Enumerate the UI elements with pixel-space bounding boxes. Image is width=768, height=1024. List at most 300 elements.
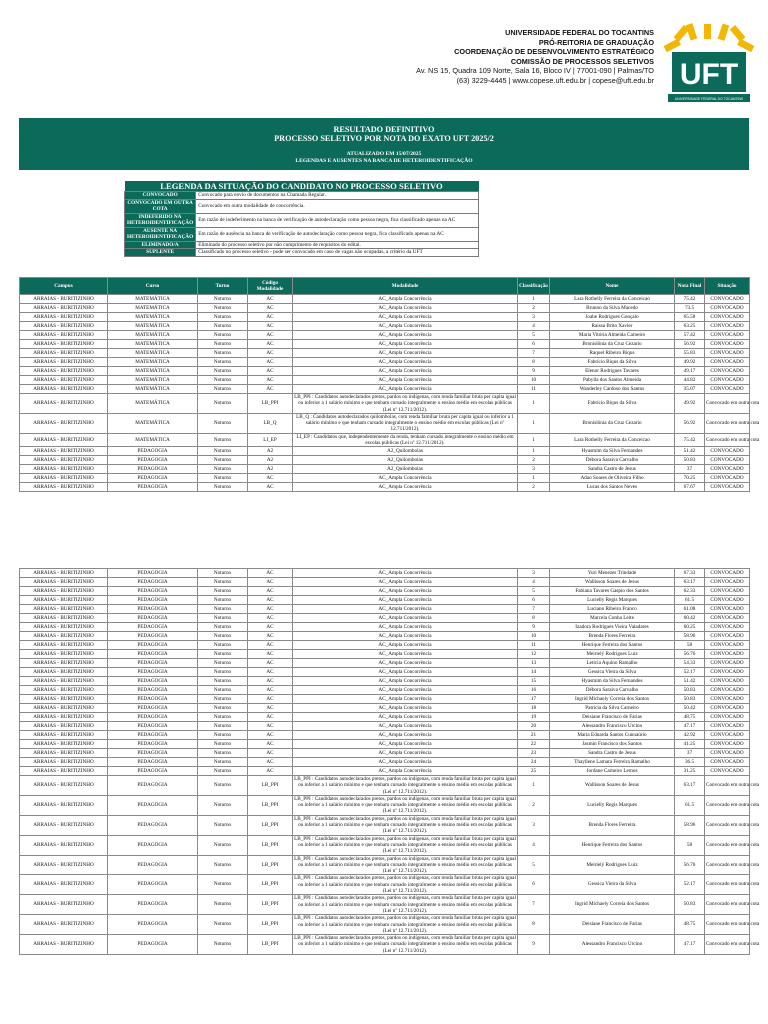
cell-codigo: AC bbox=[248, 713, 293, 722]
cell-modalidade: A2_Quilombolas bbox=[293, 465, 518, 474]
cell-turno: Noturno bbox=[198, 632, 248, 641]
cell-modalidade: AC_Ampla Concorrência bbox=[293, 349, 518, 358]
cell-situacao: CONVOCADO bbox=[705, 340, 750, 349]
cell-codigo: AC bbox=[248, 376, 293, 385]
cell-nome: Elenor Rodrigues Tavares bbox=[550, 367, 675, 376]
cell-nota: 56.92 bbox=[675, 413, 705, 433]
cell-situacao: CONVOCADO bbox=[705, 767, 750, 776]
cell-nome: Yuri Menezes Trindade bbox=[550, 569, 675, 578]
cell-codigo: LB_PPI bbox=[248, 915, 293, 935]
cell-codigo: LB_PPI bbox=[248, 776, 293, 796]
cell-codigo: AC bbox=[248, 614, 293, 623]
cell-codigo: LB_PPI bbox=[248, 394, 293, 414]
cell-campus: ARRAIAS - BURITIZINHO bbox=[20, 875, 108, 895]
cell-modalidade: AC_Ampla Concorrência bbox=[293, 569, 518, 578]
cell-codigo: AC bbox=[248, 474, 293, 483]
cell-nota: 75.42 bbox=[675, 433, 705, 447]
cell-nome: Hyasmim da Silva Fernandes bbox=[550, 447, 675, 456]
cell-situacao: CONVOCADO bbox=[705, 659, 750, 668]
cell-curso: PEDAGOGIA bbox=[108, 855, 198, 875]
cell-campus: ARRAIAS - BURITIZINHO bbox=[20, 465, 108, 474]
cell-modalidade: AC_Ampla Concorrência bbox=[293, 659, 518, 668]
cell-curso: PEDAGOGIA bbox=[108, 767, 198, 776]
cell-curso: MATEMÁTICA bbox=[108, 349, 198, 358]
cell-situacao: Convocado em outra cota bbox=[705, 835, 750, 855]
cell-nota: 63.25 bbox=[675, 322, 705, 331]
cell-turno: Noturno bbox=[198, 456, 248, 465]
cell-modalidade: AC_Ampla Concorrência bbox=[293, 623, 518, 632]
cell-classificacao: 1 bbox=[518, 413, 550, 433]
cell-curso: MATEMÁTICA bbox=[108, 331, 198, 340]
cell-modalidade: AC_Ampla Concorrência bbox=[293, 313, 518, 322]
cell-curso: PEDAGOGIA bbox=[108, 677, 198, 686]
cell-campus: ARRAIAS - BURITIZINHO bbox=[20, 767, 108, 776]
cell-turno: Noturno bbox=[198, 749, 248, 758]
cell-classificacao: 1 bbox=[518, 433, 550, 447]
cell-campus: ARRAIAS - BURITIZINHO bbox=[20, 650, 108, 659]
cell-modalidade: LB_PPI : Candidatos autodeclarados pretos, pardos ou indígenas, com renda familiar bruta per capita igual ou inferior a 1 salário mínimo e que tenham cursado integralmente o ensino médio em escolas públicas (Lei nº 12.711/2012). bbox=[294, 895, 516, 914]
cell-modalidade: LB_Q : Candidatos autodeclarados quilombolas, com renda familiar bruta per capita igual ou inferior a 1 salário mínimo e que tenham cursado integralmente o ensino médio em escolas públicas (Lei nº 12.711/2012). bbox=[293, 413, 518, 433]
cell-classificacao: 9 bbox=[518, 623, 550, 632]
cell-nota: 58.96 bbox=[675, 632, 705, 641]
cell-turno: Noturno bbox=[198, 758, 248, 767]
cell-nota: 48.75 bbox=[675, 915, 705, 935]
cell-nome: Maria Eduarda Santos Cunnaúrio bbox=[550, 731, 675, 740]
table-row bbox=[20, 668, 750, 677]
table-row bbox=[20, 367, 750, 376]
cell-codigo: AC bbox=[248, 367, 293, 376]
cell-situacao: Convocado em outra cota bbox=[705, 776, 750, 796]
cell-campus: ARRAIAS - BURITIZINHO bbox=[20, 815, 108, 835]
table-row bbox=[20, 304, 750, 313]
cell-codigo: AC bbox=[248, 749, 293, 758]
cell-campus: ARRAIAS - BURITIZINHO bbox=[20, 569, 108, 578]
cell-modalidade: AC_Ampla Concorrência bbox=[293, 722, 518, 731]
cell-turno: Noturno bbox=[198, 465, 248, 474]
page-header bbox=[0, 0, 768, 112]
contact-line: (63) 3229-4445 | www.copese.uft.edu.br | copese@uft.edu.br bbox=[456, 75, 654, 85]
cell-campus: ARRAIAS - BURITIZINHO bbox=[20, 322, 108, 331]
cell-campus: ARRAIAS - BURITIZINHO bbox=[20, 367, 108, 376]
cell-curso: MATEMÁTICA bbox=[108, 340, 198, 349]
cell-nota: 61.5 bbox=[675, 596, 705, 605]
cell-nota: 49.92 bbox=[675, 358, 705, 367]
cell-campus: ARRAIAS - BURITIZINHO bbox=[20, 713, 108, 722]
cell-turno: Noturno bbox=[198, 447, 248, 456]
cell-nota: 58 bbox=[675, 641, 705, 650]
table-row bbox=[20, 650, 750, 659]
cell-campus: ARRAIAS - BURITIZINHO bbox=[20, 776, 108, 796]
table-row bbox=[20, 569, 750, 578]
legend-item bbox=[125, 213, 479, 227]
cell-campus: ARRAIAS - BURITIZINHO bbox=[20, 456, 108, 465]
cell-nome: Sandra Castro de Jesus bbox=[550, 465, 675, 474]
cell-nome: Hyasmim da Silva Fernandes bbox=[550, 677, 675, 686]
cell-nome: Luciano Ribeiro Franco bbox=[550, 605, 675, 614]
cell-nota: 55.83 bbox=[675, 349, 705, 358]
legend-description: Convocado para envio de documentos na Chamada Regular. bbox=[196, 192, 479, 200]
table-row bbox=[20, 935, 750, 955]
legend-description: Eliminado do processo seletivo por não cumprimento de requisitos do edital. bbox=[196, 241, 479, 249]
cell-campus: ARRAIAS - BURITIZINHO bbox=[20, 695, 108, 704]
cell-nome: Fabrício Biqus da Silva bbox=[550, 358, 675, 367]
cell-classificacao: 4 bbox=[518, 322, 550, 331]
cell-nota: 51.42 bbox=[675, 677, 705, 686]
table-row bbox=[20, 835, 750, 855]
legend-key: CONVOCADO EM OUTRA COTA bbox=[125, 199, 196, 213]
table-row bbox=[20, 322, 750, 331]
table-row bbox=[20, 641, 750, 650]
cell-nome: Henrique Ferreira dos Santos bbox=[550, 641, 675, 650]
cell-curso: PEDAGOGIA bbox=[108, 795, 198, 815]
cell-modalidade: AC_Ampla Concorrência bbox=[293, 385, 518, 394]
cell-classificacao: 11 bbox=[518, 641, 550, 650]
uft-logo-icon bbox=[664, 24, 754, 106]
table-row bbox=[20, 385, 750, 394]
cell-campus: ARRAIAS - BURITIZINHO bbox=[20, 704, 108, 713]
cell-nota: 49.17 bbox=[675, 367, 705, 376]
cell-situacao: CONVOCADO bbox=[705, 385, 750, 394]
cell-nota: 60.25 bbox=[675, 623, 705, 632]
cell-nome: Ingrid Michaely Correia dos Santos bbox=[550, 695, 675, 704]
cell-situacao: CONVOCADO bbox=[705, 668, 750, 677]
results-table-2 bbox=[19, 568, 760, 955]
title-banner bbox=[19, 118, 749, 170]
cell-campus: ARRAIAS - BURITIZINHO bbox=[20, 331, 108, 340]
cell-nome: Deisiane Francisco de Farias bbox=[550, 713, 675, 722]
cell-codigo: AC bbox=[248, 686, 293, 695]
legend-body bbox=[125, 192, 479, 257]
cell-curso: MATEMÁTICA bbox=[108, 385, 198, 394]
cell-nome: Jasmin Francisco dos Santos bbox=[550, 740, 675, 749]
legend-description: Classificado no processo seletivo - pode ser convocado em caso de vagas não ocupadas, a critério da UFT bbox=[196, 249, 479, 257]
cell-codigo: AC bbox=[248, 650, 293, 659]
cell-nome: Izadora Rodrigues Vieira Valadares bbox=[550, 623, 675, 632]
cell-modalidade: AC_Ampla Concorrência bbox=[293, 474, 518, 483]
table-row bbox=[20, 376, 750, 385]
cell-codigo: LB_PPI bbox=[248, 795, 293, 815]
cell-codigo: AC bbox=[248, 767, 293, 776]
cell-situacao: CONVOCADO bbox=[705, 295, 750, 304]
cell-classificacao: 4 bbox=[518, 835, 550, 855]
cell-nota: 50.42 bbox=[675, 704, 705, 713]
cell-nota: 35.07 bbox=[675, 385, 705, 394]
cell-curso: PEDAGOGIA bbox=[108, 704, 198, 713]
cell-nota: 41.25 bbox=[675, 740, 705, 749]
cell-campus: ARRAIAS - BURITIZINHO bbox=[20, 596, 108, 605]
cell-modalidade: AC_Ampla Concorrência bbox=[293, 650, 518, 659]
cell-modalidade: LI_EP : Candidatos que, independentemente da renda, tenham cursado integralmente o ensino médio em escolas públicas (Lei nº 12.711/2012). bbox=[293, 433, 518, 447]
cell-campus: ARRAIAS - BURITIZINHO bbox=[20, 483, 108, 492]
cell-curso: MATEMÁTICA bbox=[108, 367, 198, 376]
cell-nome: Ingrid Michaely Correia dos Santos bbox=[550, 895, 675, 915]
cell-classificacao: 8 bbox=[518, 358, 550, 367]
cell-classificacao: 15 bbox=[518, 677, 550, 686]
cell-codigo: AC bbox=[248, 605, 293, 614]
cell-modalidade: LB_PPI : Candidatos autodeclarados pretos, pardos ou indígenas, com renda familiar bruta per capita igual ou inferior a 1 salário mínimo e que tenham cursado integralmente o ensino médio em escolas públicas (Lei nº 12.711/2012). bbox=[294, 875, 516, 895]
cell-nome: Alessandro Francisco Urcino bbox=[550, 935, 675, 955]
cell-situacao: CONVOCADO bbox=[705, 632, 750, 641]
cell-curso: PEDAGOGIA bbox=[108, 632, 198, 641]
table-row bbox=[20, 795, 750, 815]
situation-legend bbox=[124, 181, 479, 257]
table-row bbox=[20, 447, 750, 456]
cell-turno: Noturno bbox=[198, 385, 248, 394]
cell-turno: Noturno bbox=[198, 394, 248, 414]
cell-codigo: A2 bbox=[248, 456, 293, 465]
cell-campus: ARRAIAS - BURITIZINHO bbox=[20, 895, 108, 915]
cell-turno: Noturno bbox=[198, 659, 248, 668]
cell-turno: Noturno bbox=[198, 704, 248, 713]
cell-nota: 36.5 bbox=[675, 758, 705, 767]
cell-nota: 65.58 bbox=[675, 313, 705, 322]
legend-description: Em razão de ausência na banca de verificação de autodeclaração como pessoa negra, fica classificado apenas na AC bbox=[196, 227, 479, 241]
cell-classificacao: 22 bbox=[518, 740, 550, 749]
cell-classificacao: 5 bbox=[518, 587, 550, 596]
cell-curso: PEDAGOGIA bbox=[108, 474, 198, 483]
table-row bbox=[20, 483, 750, 492]
cell-codigo: AC bbox=[248, 331, 293, 340]
cell-situacao: Convocado em outra cota bbox=[705, 915, 750, 935]
cell-situacao: Convocado em outra cota bbox=[705, 875, 750, 895]
table-row bbox=[20, 895, 750, 915]
cell-codigo: AC bbox=[248, 758, 293, 767]
university-name: UNIVERSIDADE FEDERAL DO TOCANTINS bbox=[505, 28, 654, 37]
cell-codigo: AC bbox=[248, 322, 293, 331]
cell-modalidade: AC_Ampla Concorrência bbox=[293, 358, 518, 367]
table-row bbox=[20, 686, 750, 695]
cell-nota: 31.25 bbox=[675, 767, 705, 776]
table-row bbox=[20, 587, 750, 596]
cell-classificacao: 3 bbox=[518, 569, 550, 578]
cell-nome: Marcela Cunha Leite bbox=[550, 614, 675, 623]
cell-curso: PEDAGOGIA bbox=[108, 695, 198, 704]
cell-curso: PEDAGOGIA bbox=[108, 465, 198, 474]
cell-turno: Noturno bbox=[198, 605, 248, 614]
cell-modalidade: LB_PPI : Candidatos autodeclarados pretos, pardos ou indígenas, com renda familiar bruta per capita igual ou inferior a 1 salário mínimo e que tenham cursado integralmente o ensino médio em escolas públicas (Lei nº 12.711/2012). bbox=[294, 776, 516, 795]
cell-codigo: AC bbox=[248, 578, 293, 587]
cell-classificacao: 6 bbox=[518, 596, 550, 605]
cell-situacao: CONVOCADO bbox=[705, 456, 750, 465]
legend-item bbox=[125, 249, 479, 257]
cell-modalidade: AC_Ampla Concorrência bbox=[293, 304, 518, 313]
cell-nota: 75.42 bbox=[675, 295, 705, 304]
cell-modalidade: LB_PPI : Candidatos autodeclarados pretos, pardos ou indígenas, com renda familiar bruta per capita igual ou inferior a 1 salário mínimo e que tenham cursado integralmente o ensino médio em escolas públicas (Lei nº 12.711/2012). bbox=[294, 795, 516, 815]
cell-turno: Noturno bbox=[198, 623, 248, 632]
cell-situacao: Convocado em outra cota bbox=[705, 433, 750, 447]
cell-situacao: CONVOCADO bbox=[705, 650, 750, 659]
cell-nota: 63.17 bbox=[675, 578, 705, 587]
cell-campus: ARRAIAS - BURITIZINHO bbox=[20, 749, 108, 758]
cell-campus: ARRAIAS - BURITIZINHO bbox=[20, 349, 108, 358]
cell-situacao: Convocado em outra cota bbox=[705, 895, 750, 915]
cell-codigo: LB_PPI bbox=[248, 895, 293, 915]
cell-nota: 56.92 bbox=[675, 340, 705, 349]
cell-turno: Noturno bbox=[198, 433, 248, 447]
cell-classificacao: 24 bbox=[518, 758, 550, 767]
results-table-1 bbox=[19, 277, 760, 492]
table-row bbox=[20, 776, 750, 796]
cell-curso: PEDAGOGIA bbox=[108, 596, 198, 605]
cell-campus: ARRAIAS - BURITIZINHO bbox=[20, 935, 108, 955]
legend-key: CONVOCADO bbox=[125, 192, 196, 200]
cell-campus: ARRAIAS - BURITIZINHO bbox=[20, 795, 108, 815]
cell-turno: Noturno bbox=[198, 915, 248, 935]
cell-nota: 50.83 bbox=[675, 456, 705, 465]
cell-codigo: AC bbox=[248, 704, 293, 713]
cell-classificacao: 1 bbox=[518, 447, 550, 456]
cell-turno: Noturno bbox=[198, 578, 248, 587]
cell-modalidade: AC_Ampla Concorrência bbox=[293, 704, 518, 713]
cell-situacao: CONVOCADO bbox=[705, 731, 750, 740]
cell-curso: MATEMÁTICA bbox=[108, 433, 198, 447]
table-row bbox=[20, 313, 750, 322]
cell-classificacao: 7 bbox=[518, 895, 550, 915]
cell-situacao: Convocado em outra cota bbox=[705, 795, 750, 815]
cell-turno: Noturno bbox=[198, 295, 248, 304]
cell-codigo: LB_PPI bbox=[248, 935, 293, 955]
cell-situacao: CONVOCADO bbox=[705, 313, 750, 322]
cell-campus: ARRAIAS - BURITIZINHO bbox=[20, 394, 108, 414]
cell-nome: Pabylla dos Santos Almeida bbox=[550, 376, 675, 385]
cell-nota: 62.33 bbox=[675, 587, 705, 596]
cell-campus: ARRAIAS - BURITIZINHO bbox=[20, 340, 108, 349]
cell-modalidade: AC_Ampla Concorrência bbox=[293, 596, 518, 605]
cell-nome: Joabe Rodrigues Gonçalo bbox=[550, 313, 675, 322]
cell-codigo: AC bbox=[248, 385, 293, 394]
cell-curso: PEDAGOGIA bbox=[108, 758, 198, 767]
cell-codigo: AC bbox=[248, 740, 293, 749]
cell-nota: 58 bbox=[675, 835, 705, 855]
cell-nome: Deisiane Francisco de Farias bbox=[550, 915, 675, 935]
table-row bbox=[20, 677, 750, 686]
legend-key: INDEFERIDO NA HETEROIDENTIFICAÇÃO bbox=[125, 213, 196, 227]
cell-curso: PEDAGOGIA bbox=[108, 587, 198, 596]
cell-turno: Noturno bbox=[198, 331, 248, 340]
cell-classificacao: 4 bbox=[518, 578, 550, 587]
cell-nota: 56.76 bbox=[675, 650, 705, 659]
cell-situacao: CONVOCADO bbox=[705, 686, 750, 695]
cell-classificacao: 1 bbox=[518, 394, 550, 414]
cell-classificacao: 23 bbox=[518, 749, 550, 758]
cell-campus: ARRAIAS - BURITIZINHO bbox=[20, 587, 108, 596]
table-row bbox=[20, 758, 750, 767]
cell-classificacao: 2 bbox=[518, 304, 550, 313]
cell-curso: MATEMÁTICA bbox=[108, 295, 198, 304]
cell-classificacao: 10 bbox=[518, 376, 550, 385]
cell-classificacao: 2 bbox=[518, 795, 550, 815]
cell-curso: PEDAGOGIA bbox=[108, 614, 198, 623]
cell-codigo: AC bbox=[248, 304, 293, 313]
cell-situacao: Convocado em outra cota bbox=[705, 413, 750, 433]
cell-curso: MATEMÁTICA bbox=[108, 413, 198, 433]
table-row bbox=[20, 474, 750, 483]
cell-campus: ARRAIAS - BURITIZINHO bbox=[20, 605, 108, 614]
cell-codigo: AC bbox=[248, 569, 293, 578]
cell-classificacao: 19 bbox=[518, 713, 550, 722]
cell-codigo: AC bbox=[248, 668, 293, 677]
cell-turno: Noturno bbox=[198, 855, 248, 875]
cell-situacao: CONVOCADO bbox=[705, 596, 750, 605]
cell-nome: Raquel Ribeiro Biqus bbox=[550, 349, 675, 358]
cell-modalidade: AC_Ampla Concorrência bbox=[293, 740, 518, 749]
table-row bbox=[20, 413, 750, 433]
cell-codigo: AC bbox=[248, 632, 293, 641]
cell-nome: Lucielly Regis Marques bbox=[550, 596, 675, 605]
cell-campus: ARRAIAS - BURITIZINHO bbox=[20, 313, 108, 322]
cell-classificacao: 18 bbox=[518, 704, 550, 713]
cell-codigo: AC bbox=[248, 587, 293, 596]
cell-campus: ARRAIAS - BURITIZINHO bbox=[20, 686, 108, 695]
cell-turno: Noturno bbox=[198, 304, 248, 313]
cell-curso: MATEMÁTICA bbox=[108, 358, 198, 367]
table-row bbox=[20, 394, 750, 414]
cell-turno: Noturno bbox=[198, 722, 248, 731]
cell-codigo: A2 bbox=[248, 447, 293, 456]
cell-curso: PEDAGOGIA bbox=[108, 749, 198, 758]
cell-nome: Brenda Flores Ferreira bbox=[550, 632, 675, 641]
cell-campus: ARRAIAS - BURITIZINHO bbox=[20, 731, 108, 740]
cell-situacao: CONVOCADO bbox=[705, 677, 750, 686]
cell-nota: 73.5 bbox=[675, 304, 705, 313]
table-row bbox=[20, 340, 750, 349]
cell-curso: PEDAGOGIA bbox=[108, 605, 198, 614]
cell-codigo: AC bbox=[248, 623, 293, 632]
cell-turno: Noturno bbox=[198, 587, 248, 596]
cell-nota: 50.83 bbox=[675, 895, 705, 915]
cell-classificacao: 14 bbox=[518, 668, 550, 677]
coordination-name: COORDENAÇÃO DE DESENVOLVIMENTO ESTRATÉGICO bbox=[454, 47, 654, 56]
cell-nota: 61.5 bbox=[675, 795, 705, 815]
cell-classificacao: 9 bbox=[518, 367, 550, 376]
cell-modalidade: AC_Ampla Concorrência bbox=[293, 340, 518, 349]
cell-situacao: CONVOCADO bbox=[705, 569, 750, 578]
cell-modalidade: AC_Ampla Concorrência bbox=[293, 331, 518, 340]
cell-campus: ARRAIAS - BURITIZINHO bbox=[20, 385, 108, 394]
cell-nome: Gessica Vieira da Silva bbox=[550, 668, 675, 677]
result-title: RESULTADO DEFINITIVO bbox=[333, 125, 435, 134]
cell-turno: Noturno bbox=[198, 740, 248, 749]
column-header-curso: Curso bbox=[108, 278, 198, 295]
cell-campus: ARRAIAS - BURITIZINHO bbox=[20, 758, 108, 767]
cell-codigo: AC bbox=[248, 358, 293, 367]
cell-classificacao: 10 bbox=[518, 632, 550, 641]
cell-nota: 49.92 bbox=[675, 394, 705, 414]
cell-nome: Lucielly Regis Marques bbox=[550, 795, 675, 815]
cell-turno: Noturno bbox=[198, 614, 248, 623]
table-row bbox=[20, 596, 750, 605]
table-row bbox=[20, 722, 750, 731]
table-row bbox=[20, 815, 750, 835]
legend-description: Em razão de indeferimento na banca de verificação de autodeclaração como pessoa negra, fica classificado apenas na AC bbox=[196, 213, 479, 227]
cell-classificacao: 21 bbox=[518, 731, 550, 740]
cell-classificacao: 17 bbox=[518, 695, 550, 704]
cell-turno: Noturno bbox=[198, 413, 248, 433]
cell-campus: ARRAIAS - BURITIZINHO bbox=[20, 722, 108, 731]
cell-situacao: CONVOCADO bbox=[705, 587, 750, 596]
cell-modalidade: A2_Quilombolas bbox=[293, 456, 518, 465]
cell-turno: Noturno bbox=[198, 650, 248, 659]
cell-situacao: CONVOCADO bbox=[705, 605, 750, 614]
cell-classificacao: 8 bbox=[518, 915, 550, 935]
column-header-classificacao: Classificação bbox=[518, 278, 550, 295]
cell-campus: ARRAIAS - BURITIZINHO bbox=[20, 668, 108, 677]
cell-codigo: LI_EP bbox=[248, 433, 293, 447]
cell-modalidade: AC_Ampla Concorrência bbox=[293, 695, 518, 704]
cell-classificacao: 7 bbox=[518, 605, 550, 614]
cell-nome: Brunno da Silva Macedo bbox=[550, 304, 675, 313]
cell-codigo: AC bbox=[248, 731, 293, 740]
